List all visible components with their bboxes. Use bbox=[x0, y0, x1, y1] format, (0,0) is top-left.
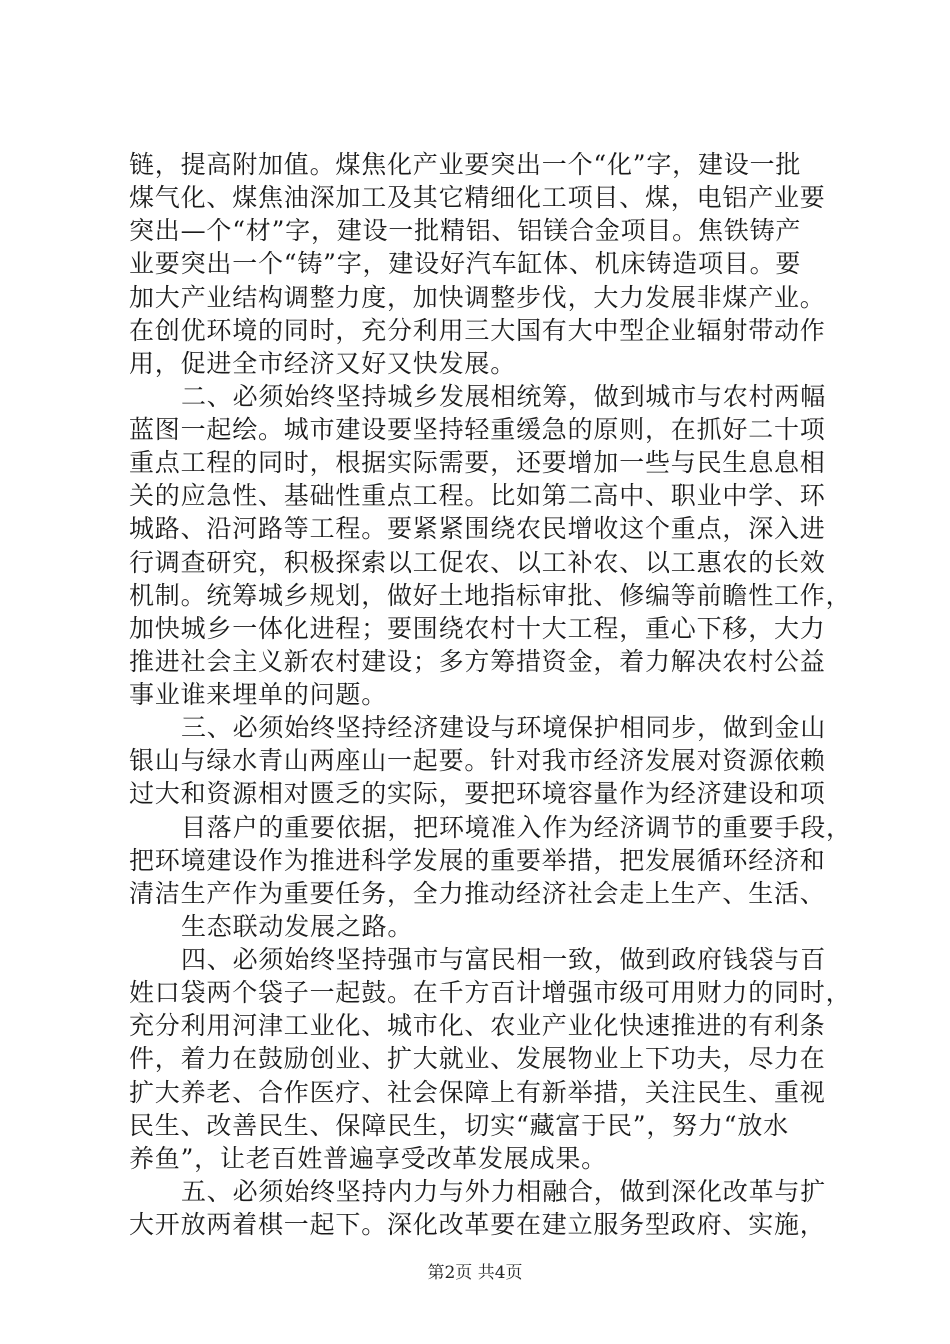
text-line: 蓝图一起绘。城市建设要坚持轻重缓急的原则，在抓好二十项 bbox=[129, 415, 826, 444]
text-line: 银山与绿水青山两座山一起要。针对我市经济发展对资源依赖 bbox=[129, 746, 826, 775]
text-line: 机制。统筹城乡规划，做好土地指标审批、修编等前瞻性工作， bbox=[129, 581, 852, 610]
text-line: 事业谁来埋单的问题。 bbox=[129, 680, 388, 709]
page-footer: 第2页 共4页 bbox=[427, 1263, 523, 1283]
text-line: 关的应急性、基础性重点工程。比如第二高中、职业中学、环 bbox=[129, 481, 826, 510]
text-line: 业要突出一个“铸”字，建设好汽车缸体、机床铸造项目。要 bbox=[129, 249, 802, 278]
text-line: 充分利用河津工业化、城市化、农业产业化快速推进的有利条 bbox=[129, 1011, 826, 1040]
text-line: 加大产业结构调整力度，加快调整步伐，大力发展非煤产业。 bbox=[129, 283, 826, 312]
text-line: 在创优环境的同时，充分利用三大国有大中型企业辐射带动作 bbox=[129, 316, 826, 345]
text-line: 清洁生产作为重要任务，全力推动经济社会走上生产、生活、 bbox=[129, 879, 826, 908]
text-line: 件，着力在鼓励创业、扩大就业、发展物业上下功夫，尽力在 bbox=[129, 1044, 826, 1073]
text-line: 生态联动发展之路。 bbox=[181, 912, 414, 941]
text-line: 民生、改善民生、保障民生，切实“藏富于民”，努力“放水 bbox=[129, 1111, 789, 1140]
text-line: 加快城乡一体化进程；要围绕农村十大工程，重心下移，大力 bbox=[129, 614, 826, 643]
text-line: 四、必须始终坚持强市与富民相一致，做到政府钱袋与百 bbox=[181, 945, 827, 974]
text-line: 目落户的重要依据，把环境准入作为经济调节的重要手段， bbox=[181, 813, 852, 842]
text-line: 煤气化、煤焦油深加工及其它精细化工项目、煤，电铝产业要 bbox=[129, 183, 826, 212]
text-line: 大开放两着棋一起下。深化改革要在建立服务型政府、实施， bbox=[129, 1210, 826, 1239]
text-line: 城路、沿河路等工程。要紧紧围绕农民增收这个重点，深入进 bbox=[129, 514, 826, 543]
text-line: 姓口袋两个袋子一起鼓。在千方百计增强市级可用财力的同时， bbox=[129, 978, 852, 1007]
text-line: 三、必须始终坚持经济建设与环境保护相同步，做到金山 bbox=[181, 713, 827, 742]
text-line: 养鱼”，让老百姓普遍享受改革发展成果。 bbox=[129, 1144, 607, 1173]
text-line: 扩大养老、合作医疗、社会保障上有新举措，关注民生、重视 bbox=[129, 1078, 826, 1107]
text-line: 链，提高附加值。煤焦化产业要突出一个“化”字，建设一批 bbox=[129, 150, 802, 179]
text-line: 把环境建设作为推进科学发展的重要举措，把发展循环经济和 bbox=[129, 846, 826, 875]
text-line: 突出—个“材”字，建设一批精铝、铝镁合金项目。焦铁铸产 bbox=[129, 216, 802, 245]
text-line: 二、必须始终坚持城乡发展相统筹，做到城市与农村两幅 bbox=[181, 382, 827, 411]
text-line: 重点工程的同时，根据实际需要，还要增加一些与民生息息相 bbox=[129, 448, 826, 477]
text-line: 用，促进全市经济又好又快发展。 bbox=[129, 349, 517, 378]
text-line: 过大和资源相对匮乏的实际，要把环境容量作为经济建设和项 bbox=[129, 779, 826, 808]
text-line: 推进社会主义新农村建设；多方筹措资金，着力解决农村公益 bbox=[129, 647, 826, 676]
text-line: 行调查研究，积极探索以工促农、以工补农、以工惠农的长效 bbox=[129, 548, 826, 577]
text-line: 五、必须始终坚持内力与外力相融合，做到深化改革与扩 bbox=[181, 1177, 827, 1206]
